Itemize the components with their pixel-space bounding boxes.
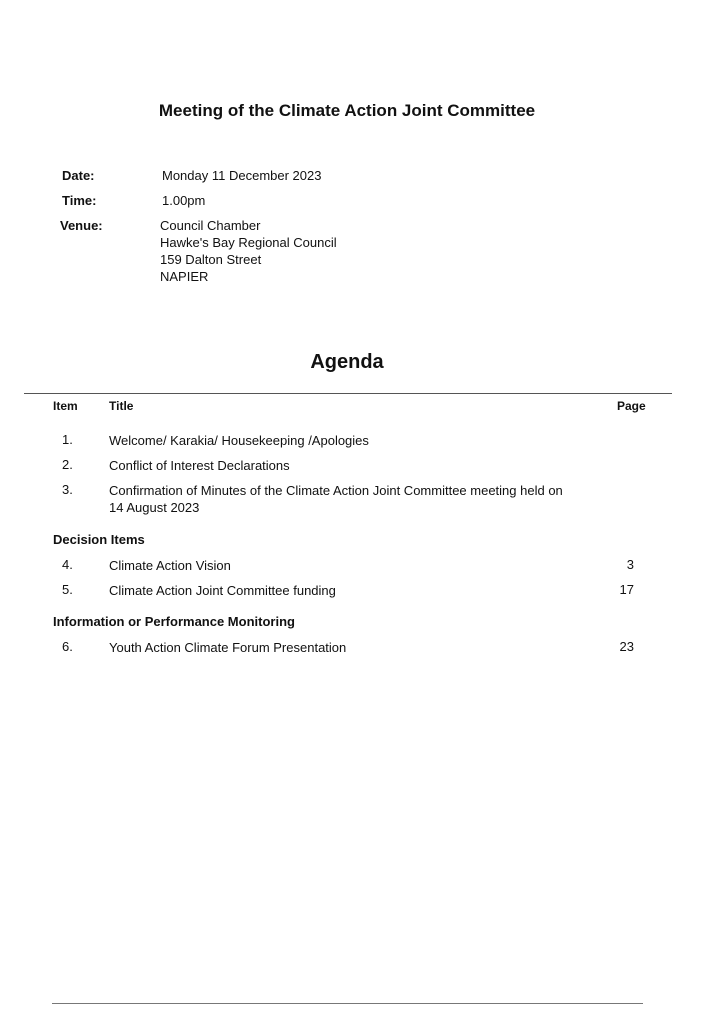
item-number: 4. [62,557,73,572]
venue-line: 159 Dalton Street [160,252,262,267]
date-value: Monday 11 December 2023 [162,168,322,183]
item-title: Conflict of Interest Declarations [109,458,290,473]
footer-divider [52,1003,643,1004]
column-header-title: Title [109,399,134,413]
column-header-item: Item [53,399,78,413]
item-number: 5. [62,582,73,597]
item-page: 3 [626,557,634,572]
item-number: 2. [62,457,73,472]
venue-address [160,217,337,285]
item-page: 23 [619,639,634,654]
time-value: 1.00pm [162,193,206,208]
page-title: Meeting of the Climate Action Joint Committee [158,101,536,120]
item-title: Climate Action Joint Committee funding [109,583,336,598]
item-page: 17 [619,582,634,597]
venue-line: Council Chamber [160,218,261,233]
column-header-page: Page [617,399,646,413]
item-title: Climate Action Vision [109,558,231,573]
section-heading-information: Information or Performance Monitoring [53,614,295,629]
venue-line: NAPIER [160,269,209,284]
agenda-heading: Agenda [310,351,384,373]
venue-line: Hawke's Bay Regional Council [160,235,337,250]
item-number: 6. [62,639,73,654]
divider [24,393,672,394]
date-label: Date: [62,168,95,183]
item-title: Youth Action Climate Forum Presentation [109,640,347,655]
venue-label: Venue: [60,218,103,233]
item-title: Welcome/ Karakia/ Housekeeping /Apologies [109,433,369,448]
item-title: Confirmation of Minutes of the Climate Action Joint Committee meeting held on 14 August 2023 [109,483,563,515]
time-label: Time: [62,193,97,208]
item-number: 3. [62,482,73,497]
section-heading-decision: Decision Items [53,532,145,547]
item-number: 1. [62,432,73,447]
